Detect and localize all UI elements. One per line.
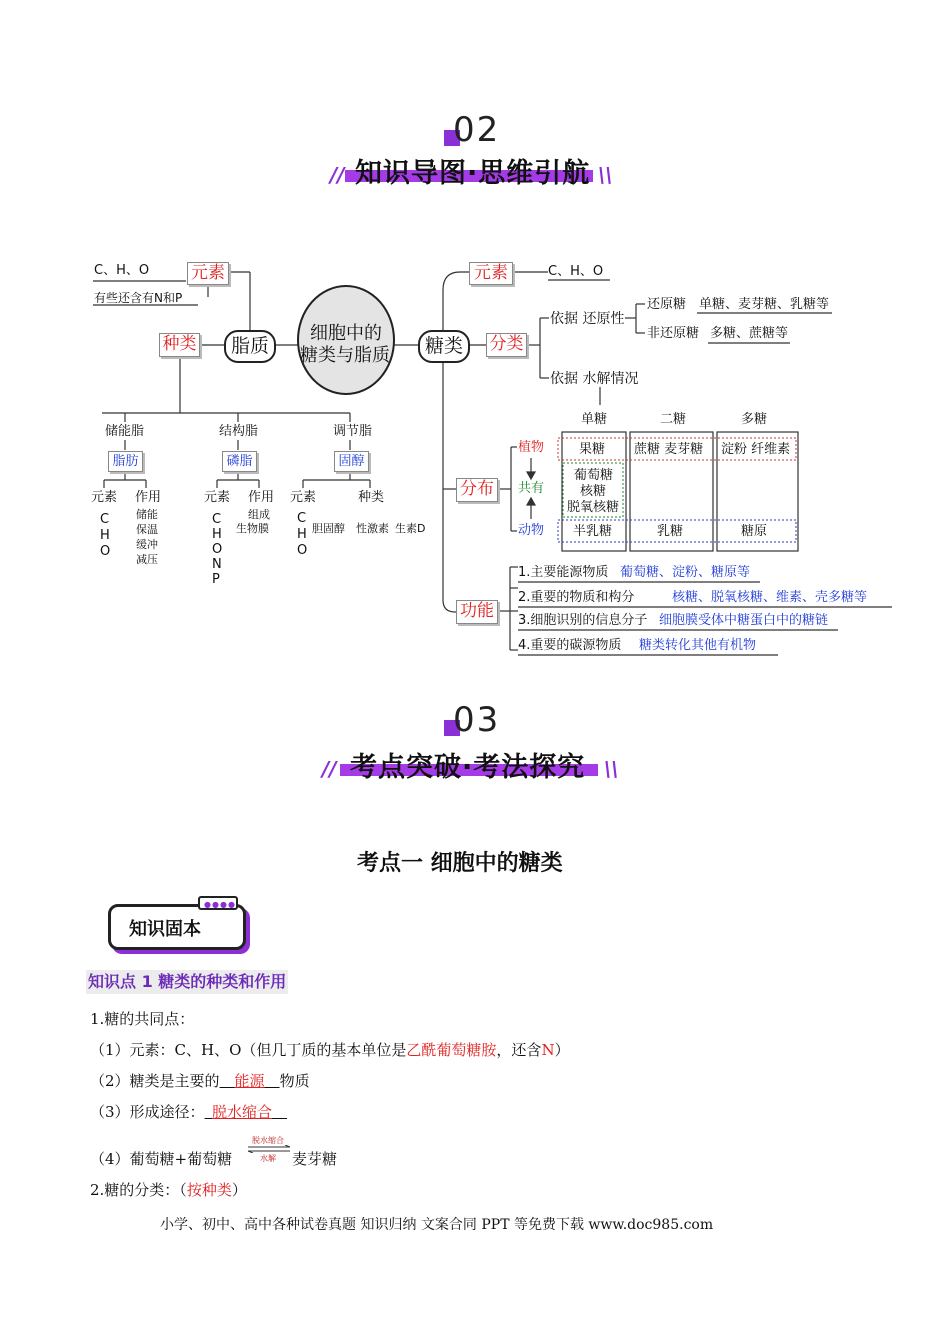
sugar-common-label: 共有 — [518, 481, 545, 496]
func-label: 1.主要能源物质 — [518, 565, 609, 580]
badge-label: 知识固本 — [129, 919, 201, 940]
banner-left-slash: // — [330, 163, 345, 187]
sugar-col-poly: 多糖 — [741, 412, 768, 427]
sugar-dist-box: 分布 — [456, 478, 498, 502]
lipid-group2-elem: N — [212, 557, 222, 572]
lipid-group2-col1: 元素 — [204, 490, 231, 505]
lipid-group3-kind: 胆固醇 — [312, 522, 345, 535]
topic-title: 考点一 细胞中的糖类 — [357, 851, 563, 876]
reaction-bottom-label: 水解 — [260, 1154, 276, 1163]
sugar-reducing-list: 单糖、麦芽糖、乳糖等 — [699, 297, 830, 312]
func-label: 3.细胞识别的信息分子 — [518, 613, 648, 628]
sugar-nonreducing: 非还原糖 — [647, 326, 700, 341]
func-label: 4.重要的碳源物质 — [518, 638, 622, 653]
section-title: 考点突破·考法探究 — [350, 752, 586, 783]
sugar-plant-label: 植物 — [518, 440, 545, 455]
lipid-element-text: C、H、O — [94, 263, 150, 278]
lipid-group3-col2: 种类 — [358, 490, 385, 505]
section-number: 02 — [453, 110, 501, 150]
common-cell: 葡萄糖 — [574, 468, 614, 483]
lipid-group2-box: 磷脂 — [222, 451, 257, 472]
common-cell: 核糖 — [580, 484, 607, 499]
plant-mono: 果糖 — [579, 442, 606, 457]
lipid-group1-func: 保温 — [136, 523, 158, 536]
lipid-group2-elem: C — [212, 512, 222, 527]
lipid-group1-elem: H — [100, 528, 110, 543]
lipid-group1-elem: O — [100, 544, 111, 559]
lipid-group3-kind: 生素D — [395, 522, 426, 535]
body-line3: （2）糖类是主要的 能源 物质 — [90, 1072, 310, 1090]
lipid-kind-box: 种类 — [159, 333, 200, 357]
lipid-group1-box: 脂肪 — [108, 451, 143, 472]
lipid-group3-elem: O — [297, 543, 308, 558]
lipid-group1-func: 储能 — [136, 508, 158, 521]
reaction-top-label: 脱水缩合 — [252, 1136, 284, 1145]
lipid-group3-kind: 性激素 — [356, 522, 389, 535]
lipid-group2-elem: O — [212, 542, 223, 557]
func-value: 葡萄糖、淀粉、糖原等 — [620, 565, 751, 580]
common-cell: 脱氧核糖 — [567, 500, 620, 515]
section-number: 03 — [453, 700, 501, 740]
center-line1: 细胞中的 — [310, 323, 382, 344]
func-label: 2.重要的物质和构分 — [518, 590, 635, 605]
lipid-group3-elem: C — [297, 511, 307, 526]
animal-poly: 糖原 — [741, 524, 768, 539]
lipid-group2-col2: 作用 — [248, 490, 275, 505]
lipid-group2-elem: H — [212, 527, 222, 542]
func-value: 核糖、脱氧核糖、维素、壳多糖等 — [672, 590, 868, 605]
body-line6: 2.糖的分类：（按种类） — [90, 1181, 247, 1199]
lipid-group1-elem: C — [100, 512, 110, 527]
lipid-element-note: 有些还含有N和P — [94, 291, 183, 305]
reaction-arrows — [246, 1145, 292, 1153]
lipid-group3-box: 固醇 — [334, 451, 369, 472]
section-title: 知识导图·思维引航 — [355, 158, 591, 189]
knowledge-point-title: 知识点 1 糖类的种类和作用 — [86, 970, 288, 994]
sugar-func-box: 功能 — [456, 600, 498, 624]
sugar-col-mono: 单糖 — [581, 412, 608, 427]
sugar-element-text: C、H、O — [548, 264, 604, 279]
lipid-group3-title: 调节脂 — [333, 424, 373, 439]
banner-left-slash: // — [322, 757, 337, 781]
center-line2: 糖类与脂质 — [300, 345, 390, 366]
animal-di: 乳糖 — [657, 524, 684, 539]
sugar-reducing: 还原糖 — [647, 297, 687, 312]
lipid-group1-func: 缓冲 — [136, 538, 158, 551]
sugar-class-box: 分类 — [486, 333, 527, 357]
sugar-basis-reducing: 依据 还原性 — [550, 311, 625, 327]
banner-right-slash: \\ — [598, 163, 613, 187]
lipid-group2-title: 结构脂 — [219, 424, 259, 439]
lipid-group2-elem: P — [212, 572, 220, 587]
lipid-group1-col1: 元素 — [91, 490, 118, 505]
lipid-group3-col1: 元素 — [290, 490, 317, 505]
plant-poly: 淀粉 纤维素 — [721, 442, 791, 457]
sugar-col-di: 二糖 — [660, 412, 687, 427]
lipid-node: 脂质 — [224, 330, 276, 363]
page-footer: 小学、初中、高中各种试卷真题 知识归纳 文案合同 PPT 等免费下载 www.doc985.com — [160, 1217, 714, 1233]
sugar-nonreducing-list: 多糖、蔗糖等 — [710, 326, 789, 341]
body-line1: 1.糖的共同点： — [90, 1010, 195, 1028]
banner-right-slash: \\ — [604, 757, 619, 781]
plant-di: 蔗糖 麦芽糖 — [634, 442, 704, 457]
sugar-node: 糖类 — [418, 330, 470, 363]
func-value: 糖类转化其他有机物 — [639, 638, 757, 653]
body-line4: （3）形成途径： 脱水缩合 — [90, 1103, 273, 1121]
lipid-group1-col2: 作用 — [135, 490, 162, 505]
lipid-group2-func: 组成 — [248, 508, 270, 521]
sugar-element-box: 元素 — [469, 262, 513, 285]
animal-mono: 半乳糖 — [573, 524, 613, 539]
func-value: 细胞膜受体中糖蛋白中的糖链 — [659, 613, 829, 628]
body-line5: （4）葡萄糖+葡萄糖 — [90, 1150, 233, 1168]
sugar-basis-hydrolysis: 依据 水解情况 — [550, 371, 639, 387]
lipid-group3-elem: H — [297, 527, 307, 542]
body-line5-product: 麦芽糖 — [292, 1150, 338, 1168]
lipid-group1-title: 储能脂 — [105, 424, 145, 439]
badge-dots: ●●●● — [198, 896, 238, 910]
lipid-group1-func: 减压 — [136, 553, 158, 566]
sugar-animal-label: 动物 — [518, 523, 545, 538]
badge-knowledge — [108, 904, 246, 950]
body-line2: （1）元素：C、H、O（但几丁质的基本单位是乙酰葡萄糖胺，还含N） — [90, 1041, 570, 1059]
lipid-group2-func: 生物膜 — [236, 522, 269, 535]
lipid-element-box: 元素 — [187, 262, 229, 285]
